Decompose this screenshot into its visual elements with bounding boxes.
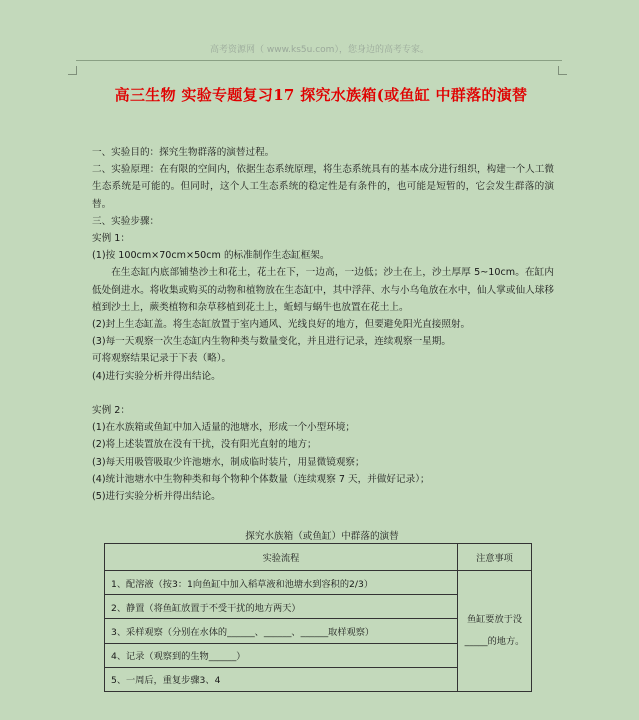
document-body <box>92 144 554 505</box>
table-caption: 探究水族箱（或鱼缸）中群落的演替 <box>245 531 399 542</box>
body-paragraph: 实例 2： <box>92 405 130 417</box>
body-paragraph: (3)每天用吸管吸取少许池塘水，制成临时装片，用显微镜观察； <box>92 456 365 468</box>
header-notes: 注意事项 <box>458 544 532 571</box>
step-cell: 5、一周后，重复步骤3、4 <box>105 667 458 691</box>
body-paragraph: (4)统计池塘水中生物种类和每个物种个体数量（连续观察 7 天，并做好记录）； <box>92 473 430 485</box>
body-paragraph: (5)进行实验分析并得出结论。 <box>92 491 221 503</box>
step-cell: 4、记录（观察到的生物______） <box>105 643 458 667</box>
corner-mark-left <box>68 66 77 75</box>
header-rule <box>76 60 562 61</box>
page-header: 高考资源网（ www.ks5u.com），您身边的高考专家。 <box>210 45 429 55</box>
body-paragraph: (1)在水族箱或鱼缸中加入适量的池塘水，形成一个小型环境； <box>92 422 356 434</box>
body-paragraph: 一、实验目的：探究生物群落的演替过程。 <box>92 147 275 158</box>
body-paragraph: (2)封上生态缸盖。将生态缸放置于室内通风、光线良好的地方，但要避免阳光直接照射。 <box>92 319 471 331</box>
body-paragraph: (3)每一天观察一次生态缸内生物种类与数量变化，并且进行记录，连续观察一星期。 <box>92 336 451 348</box>
body-paragraph: 实例 1： <box>92 233 130 245</box>
body-paragraph: (2)将上述装置放在没有干扰，没有阳光直射的地方； <box>92 439 317 451</box>
step-cell: 2、静置（将鱼缸放置于不受干扰的地方两天） <box>105 595 458 619</box>
experiment-table <box>104 543 532 692</box>
body-paragraph: 三、实验步骤： <box>92 215 160 227</box>
body-paragraph: (4)进行实验分析并得出结论。 <box>92 370 221 382</box>
corner-mark-right <box>558 66 567 75</box>
step-cell: 3、采样观察（分别在水体的______、______、______取样观察） <box>105 619 458 643</box>
document-title: 高三生物 实验专题复习17 探究水族箱(或鱼缸 中群落的演替 <box>114 86 528 104</box>
body-paragraph: 在生态缸内底部铺垫沙土和花土，花土在下，一边高，一边低；沙土在上，沙土厚厚 5~10cm。在缸内低处倒进水。将收集或购买的动物和植物放在生态缸中，其中浮萍、水与小乌龟放在水中，仙人掌或仙人球移植到沙土上，蕨类植物和杂草移植到花土上，蚯蚓与蜗牛也放置在花土上。 <box>92 267 554 313</box>
body-paragraph: (1)按 100cm×70cm×50cm 的标准制作生态缸框架。 <box>92 250 330 262</box>
body-paragraph: 可将观察结果记录于下表（略）。 <box>92 353 232 365</box>
notes-cell: 鱼缸要放于没_____的地方。 <box>458 571 532 692</box>
header-procedure: 实验流程 <box>105 544 458 571</box>
table-header-row <box>105 544 532 571</box>
step-cell: 1、配溶液（按3：1向鱼缸中加入稻草液和池塘水到容积的2/3） <box>105 571 458 595</box>
body-paragraph: 二、实验原理：在有限的空间内，依据生态系统原理，将生态系统具有的基本成分进行组织，构建一个人工微生态系统是可能的。但同时，这个人工生态系统的稳定性是有条件的，也可能是短暂的，它会发生群落的演替。 <box>92 164 554 210</box>
table-row <box>105 571 532 595</box>
body-paragraph <box>92 385 554 402</box>
